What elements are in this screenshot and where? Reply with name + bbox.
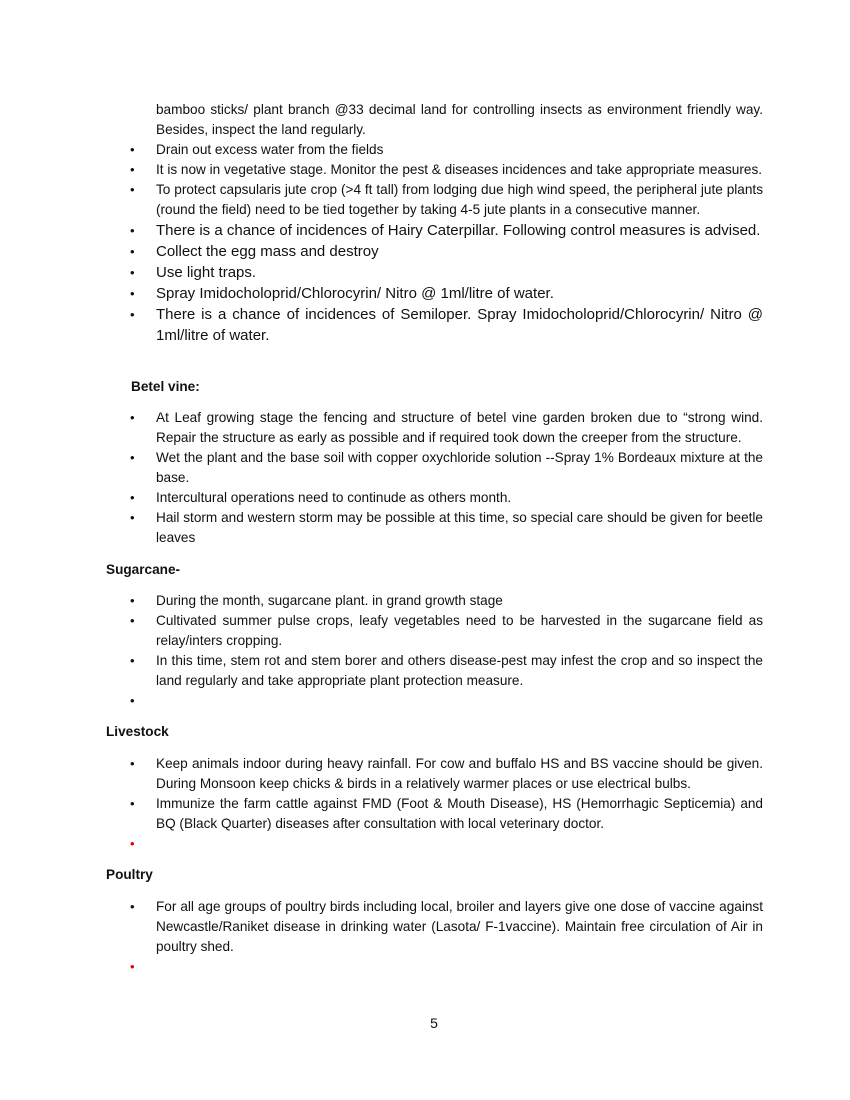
list-item: • Intercultural operations need to continude as others month. xyxy=(106,488,763,508)
sugarcane-list xyxy=(106,591,763,711)
bullet-icon: • xyxy=(130,510,135,525)
list-item: • At Leaf growing stage the fencing and structure of betel vine garden broken due to “strong wind. Repair the structure as early as possible and if required took down the creeper from the structure. xyxy=(130,410,763,445)
bullet-icon: • xyxy=(130,244,135,259)
sugarcane-heading: Sugarcane- xyxy=(106,562,181,577)
list-item-empty xyxy=(106,691,763,711)
bullet-icon: • xyxy=(130,182,135,197)
list-item: • Spray Imidocholoprid/Chlorocyrin/ Nitro @ 1ml/litre of water. xyxy=(130,285,554,302)
page-number: 5 xyxy=(430,1015,438,1031)
list-item: • Immunize the farm cattle against FMD (Foot & Mouth Disease), HS (Hemorrhagic Septicemia) and BQ (Black Quarter) diseases after consultation with local veterinary doctor. xyxy=(130,796,763,831)
list-item: • For all age groups of poultry birds including local, broiler and layers give one dose of vaccine against Newcastle/Raniket disease in drinking water (Lasota/ F-1vaccine). Maintain free circulation of Air in poultry shed. xyxy=(130,899,763,954)
bullet-icon: • xyxy=(130,286,135,301)
bullet-icon: • xyxy=(130,450,135,465)
bullet-icon: • xyxy=(130,653,135,668)
betel-vine-list xyxy=(106,408,763,548)
list-item: • Drain out excess water from the fields xyxy=(106,140,763,160)
bullet-icon: • xyxy=(130,693,135,708)
list-item: • Wet the plant and the base soil with copper oxychloride solution --Spray 1% Bordeaux mixture at the base. xyxy=(130,450,763,485)
livestock-heading: Livestock xyxy=(106,724,169,739)
bullet-icon: • xyxy=(130,142,135,157)
bullet-icon: • xyxy=(130,265,135,280)
list-item-empty xyxy=(106,957,763,977)
bullet-icon: • xyxy=(130,796,135,811)
livestock-list xyxy=(106,754,763,854)
bullet-icon: • xyxy=(130,593,135,608)
list-item: • Cultivated summer pulse crops, leafy vegetables need to be harvested in the sugarcane field as relay/inters cropping. xyxy=(130,613,763,648)
bullet-icon: • xyxy=(130,756,135,771)
bullet-icon: • xyxy=(130,223,135,238)
list-item: • In this time, stem rot and stem borer and others disease-pest may infest the crop and so inspect the land regularly and take appropriate plant protection measure. xyxy=(130,653,763,688)
poultry-heading: Poultry xyxy=(106,867,153,882)
bullet-icon: • xyxy=(130,613,135,628)
list-item: • To protect capsularis jute crop (>4 ft tall) from lodging due high wind speed, the peripheral jute plants (round the field) need to be tied together by taking 4-5 jute plants in a consecutive manner. xyxy=(130,182,763,217)
red-bullet-icon: • xyxy=(130,836,135,851)
list-item: • There is a chance of incidences of Hairy Caterpillar. Following control measures is advised. xyxy=(130,222,761,239)
list-item: • Collect the egg mass and destroy xyxy=(130,243,379,260)
list-item: • Use light traps. xyxy=(130,264,257,281)
bullet-icon: • xyxy=(130,490,135,505)
bullet-icon: • xyxy=(130,307,135,322)
bullet-icon: • xyxy=(130,162,135,177)
jute-advisory-list xyxy=(106,140,763,346)
red-bullet-icon: • xyxy=(130,959,135,974)
paragraph-continuation: bamboo sticks/ plant branch @33 decimal land for controlling insects as environment friendly way. Besides, inspect the land regularly. xyxy=(156,102,763,137)
list-item: • It is now in vegetative stage. Monitor the pest & diseases incidences and take appropriate measures. xyxy=(106,160,763,180)
list-item: • During the month, sugarcane plant. in grand growth stage xyxy=(106,591,763,611)
bullet-icon: • xyxy=(130,899,135,914)
list-item: • Keep animals indoor during heavy rainfall. For cow and buffalo HS and BS vaccine should be given. During Monsoon keep chicks & birds in a relatively warmer places or use electrical bulbs. xyxy=(130,756,763,791)
list-item-empty xyxy=(106,834,763,854)
list-item: • There is a chance of incidences of Semiloper. Spray Imidocholoprid/Chlorocyrin/ Nitro @ 1ml/litre of water. xyxy=(130,306,763,344)
poultry-list xyxy=(106,897,763,977)
bullet-icon: • xyxy=(130,410,135,425)
betel-vine-heading: Betel vine: xyxy=(131,379,200,394)
list-item: • Hail storm and western storm may be possible at this time, so special care should be given for beetle leaves xyxy=(130,510,763,545)
